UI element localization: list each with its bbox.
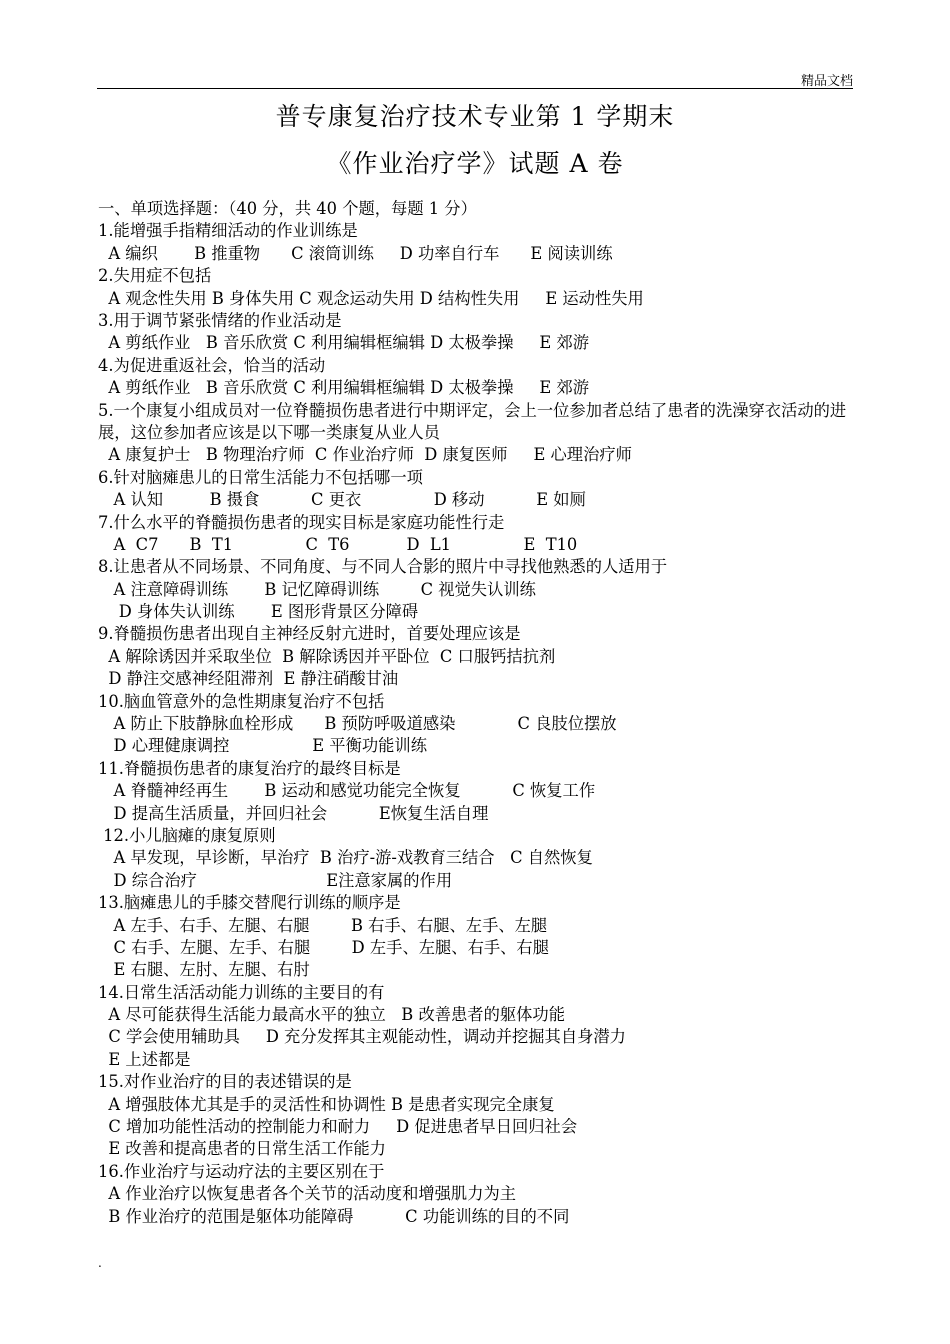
text-line: A 左手、右手、左腿、右腿 B 右手、右腿、左手、左腿 — [98, 915, 548, 935]
text-line: 9.脊髓损伤患者出现自主神经反射亢进时，首要处理应该是 — [98, 624, 521, 644]
text-line: 7.什么水平的脊髓损伤患者的现实目标是家庭功能性行走 — [98, 512, 505, 532]
text-line: C 增加功能性活动的控制能力和耐力 D 促进患者早日回归社会 — [98, 1117, 578, 1137]
text-line: 13.脑瘫患儿的手膝交替爬行训练的顺序是 — [98, 893, 401, 913]
exam-subtitle: 《作业治疗学》试题 A 卷 — [326, 149, 624, 178]
text-line: D 静注交感神经阻滞剂 E 静注硝酸甘油 — [98, 669, 399, 689]
text-line: 11.脊髓损伤患者的康复治疗的最终目标是 — [98, 758, 401, 778]
text-line: C 右手、左腿、左手、右腿 D 左手、左腿、右手、右腿 — [98, 937, 549, 957]
question-list — [98, 198, 858, 1228]
text-line: 6.针对脑瘫患儿的日常生活能力不包括哪一项 — [98, 467, 423, 487]
text-line: C 学会使用辅助具 D 充分发挥其主观能动性，调动并挖掘其自身潜力 — [98, 1027, 626, 1047]
text-line: 15.对作业治疗的目的表述错误的是 — [98, 1072, 352, 1092]
text-line: A C7 B T1 C T6 D L1 E T10 — [98, 534, 578, 554]
text-line: A 注意障碍训练 B 记忆障碍训练 C 视觉失认训练 — [98, 579, 536, 599]
text-line: 8.让患者从不同场景、不同角度、与不同人合影的照片中寻找他熟悉的人适用于 — [98, 557, 668, 577]
text-line: 3.用于调节紧张情绪的作业活动是 — [98, 310, 342, 330]
text-line: A 剪纸作业 B 音乐欣赏 C 利用编辑框编辑 D 太极拳操 E 郊游 — [98, 333, 590, 353]
text-line: D 综合治疗 E注意家属的作用 — [98, 870, 453, 890]
text-line: 4.为促进重返社会，恰当的活动 — [98, 355, 326, 375]
text-line: 1.能增强手指精细活动的作业训练是 — [98, 221, 358, 241]
text-line: A 认知 B 摄食 C 更衣 D 移动 E 如厕 — [98, 490, 586, 510]
text-line: A 尽可能获得生活能力最高水平的独立 B 改善患者的躯体功能 — [98, 1005, 565, 1025]
text-line: 12.小儿脑瘫的康复原则 — [98, 825, 276, 845]
text-line: A 脊髓神经再生 B 运动和感觉功能完全恢复 C 恢复工作 — [98, 781, 596, 801]
text-line: E 右腿、左肘、左腿、右肘 — [98, 960, 310, 980]
header-rule — [97, 88, 853, 89]
text-line: 一、单项选择题：（40 分，共 40 个题，每题 1 分） — [98, 199, 477, 218]
text-line: A 剪纸作业 B 音乐欣赏 C 利用编辑框编辑 D 太极拳操 E 郊游 — [98, 378, 590, 398]
text-line: 14.日常生活活动能力训练的主要目的有 — [98, 982, 385, 1002]
text-line: A 康复护士 B 物理治疗师 C 作业治疗师 D 康复医师 E 心理治疗师 — [98, 445, 632, 465]
text-line: A 编织 B 推重物 C 滚筒训练 D 功率自行车 E 阅读训练 — [98, 243, 613, 263]
text-line: A 防止下肢静脉血栓形成 B 预防呼吸道感染 C 良肢位摆放 — [98, 714, 617, 734]
text-line: 2.失用症不包括 — [98, 266, 212, 286]
text-line: D 提高生活质量，并回归社会 E恢复生活自理 — [98, 803, 489, 823]
header-label: 精品文档 — [800, 74, 853, 89]
exam-title: 普专康复治疗技术专业第 1 学期末 — [275, 102, 675, 131]
text-line: A 解除诱因并采取坐位 B 解除诱因并平卧位 C 口服钙拮抗剂 — [98, 646, 556, 666]
text-line: A 作业治疗以恢复患者各个关节的活动度和增强肌力为主 — [98, 1184, 517, 1204]
text-line: 10.脑血管意外的急性期康复治疗不包括 — [98, 691, 385, 711]
text-line: D 心理健康调控 E 平衡功能训练 — [98, 736, 427, 756]
text-line: A 观念性失用 B 身体失用 C 观念运动失用 D 结构性失用 E 运动性失用 — [98, 288, 644, 308]
text-line: A 增强肢体尤其是手的灵活性和协调性 B 是患者实现完全康复 — [98, 1094, 555, 1114]
text-line: E 改善和提高患者的日常生活工作能力 — [98, 1139, 386, 1159]
text-line: 16.作业治疗与运动疗法的主要区别在于 — [98, 1161, 385, 1181]
text-line: B 作业治疗的范围是躯体功能障碍 C 功能训练的目的不同 — [98, 1206, 570, 1226]
footer-dot: . — [98, 1256, 102, 1270]
text-line: E 上述都是 — [98, 1049, 191, 1069]
text-line: A 早发现，早诊断，早治疗 B 治疗-游-戏教育三结合 C 自然恢复 — [98, 848, 593, 868]
text-line: D 身体失认训练 E 图形背景区分障碍 — [98, 602, 419, 622]
text-line: 5.一个康复小组成员对一位脊髓损伤患者进行中期评定，会上一位参加者总结了患者的洗澡穿衣活动的进展，这位参加者应该是以下哪一类康复从业人员 — [98, 400, 847, 442]
